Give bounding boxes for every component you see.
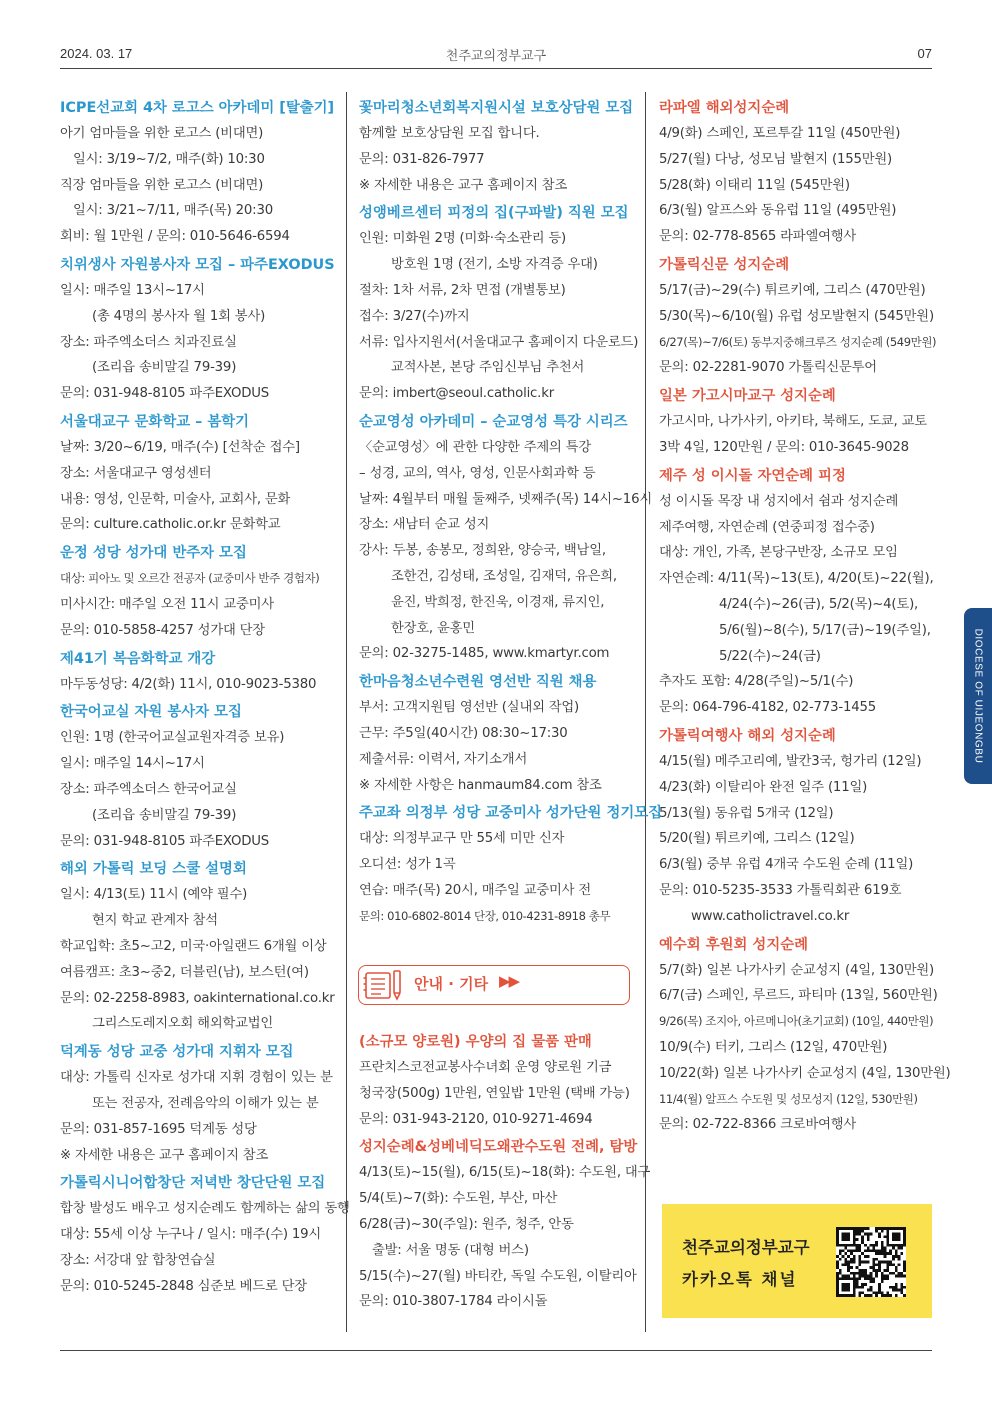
text-line: 문의: 031-943-2120, 010-9271-4694 [359, 1111, 593, 1127]
text-line: 4/24(수)~26(금), 5/2(목)~4(토), [719, 596, 919, 612]
section-heading: 한마음청소년수련원 영선반 직원 채용 [359, 674, 597, 691]
text-line: 절차: 1차 서류, 2차 면접 (개별통보) [359, 282, 566, 298]
text-line: 9/26(목) 조지아, 아르메니아(초기교회) (10일, 440만원) [659, 1014, 934, 1029]
section-heading: 서울대교구 문화학교 – 봄학기 [60, 413, 250, 430]
text-line: 문의: 031-826-7977 [359, 151, 485, 167]
text-line: 문의: 031-948-8105 파주EXODUS [60, 386, 270, 402]
text-line: 5/22(수)~24(금) [719, 648, 821, 664]
text-line: 5/13(월) 동유럽 5개국 (12일) [659, 805, 834, 821]
section-heading: (소규모 양로원) 우양의 집 물품 판매 [359, 1034, 592, 1050]
text-line: 문의: 010-5858-4257 성가대 단장 [60, 622, 265, 638]
text-line: ※ 자세한 사항은 hanmaum84.com 참조 [359, 777, 602, 793]
section-heading: 성지순례&성베네딕도왜관수도원 전례, 탐방 [359, 1139, 638, 1156]
text-line: www.catholictravel.co.kr [691, 908, 850, 924]
text-line: 인원: 미화원 2명 (미화·숙소관리 등) [359, 231, 567, 247]
text-line: 접수: 3/27(수)까지 [359, 308, 470, 324]
text-line: 장소: 서강대 앞 합창연습실 [60, 1252, 216, 1268]
text-line: 4/15(월) 메주고리예, 발칸3국, 헝가리 (12일) [659, 753, 922, 769]
text-line: 추자도 포함: 4/28(주일)~5/1(수) [659, 674, 854, 690]
text-line: 문의: 064-796-4182, 02-773-1455 [659, 700, 876, 716]
section-heading: 예수회 후원회 성지순례 [659, 936, 809, 953]
text-line: 6/3(월) 중부 유럽 4개국 수도원 순례 (11일) [659, 857, 914, 873]
text-line: 5/17(금)~29(수) 튀르키예, 그리스 (470만원) [659, 282, 926, 298]
text-line: 5/7(화) 일본 나가사키 순교성지 (4일, 130만원) [659, 962, 934, 978]
text-line: 마두동성당: 4/2(화) 11시, 010-9023-5380 [60, 676, 317, 692]
section-heading: ICPE선교회 4차 로고스 아카데미 [탈출기] [60, 100, 335, 116]
kakao-line-1: 천주교의정부교구 [682, 1238, 810, 1257]
text-line: 대상: 의정부교구 만 55세 미만 신자 [359, 831, 565, 847]
page-number: 07 [917, 46, 932, 61]
text-line: 5/27(월) 다낭, 성모님 발현지 (155만원) [659, 151, 893, 167]
column-divider-2 [645, 92, 646, 1332]
text-line: 자연순례: 4/11(목)~13(토), 4/20(토)~22(월), [659, 571, 934, 587]
text-line: 문의: 010-3807-1784 라이시돌 [359, 1294, 548, 1310]
text-line: – 성경, 교의, 역사, 영성, 인문사회과학 등 [359, 465, 596, 481]
kakao-channel-box [662, 1204, 932, 1318]
text-line: 윤진, 박희정, 한진욱, 이경재, 류지인, [391, 594, 605, 610]
text-line: 10/9(수) 터키, 그리스 (12일, 470만원) [659, 1039, 888, 1055]
diocese-side-tab [964, 608, 992, 784]
text-line: 5/20(월) 튀르키예, 그리스 (12일) [659, 831, 855, 847]
section-heading: 주교좌 의정부 성당 교중미사 성가단원 정기모집 [359, 805, 663, 822]
text-line: 5/6(월)~8(수), 5/17(금)~19(주일), [719, 622, 931, 638]
text-line: 날짜: 3/20~6/19, 매주(수) [선착순 접수] [60, 439, 300, 455]
text-line: 출발: 서울 명동 (대형 버스) [372, 1242, 529, 1258]
text-line: 제주여행, 자연순례 (연중피정 접수중) [659, 519, 875, 535]
text-line: 한장호, 윤홍민 [391, 620, 475, 636]
text-line: 근무: 주5일(40시간) 08:30~17:30 [359, 725, 568, 741]
section-heading: 치위생사 자원봉사자 모집 – 파주EXODUS [60, 256, 335, 273]
text-line: 3박 4일, 120만원 / 문의: 010-3645-9028 [659, 439, 909, 455]
section-heading: 가톨릭여행사 해외 성지순례 [659, 727, 836, 744]
text-line: 문의: culture.catholic.or.kr 문화학교 [60, 517, 281, 533]
text-line: 5/4(토)~7(화): 수도원, 부산, 마산 [359, 1191, 558, 1207]
text-line: 함께할 보호상담원 모집 합니다. [359, 126, 540, 141]
text-line: 장소: 파주엑소더스 치과진료실 [60, 334, 237, 350]
text-line: 날짜: 4월부터 매월 둘째주, 넷째주(목) 14시~16시 [359, 491, 652, 507]
side-tab-label: DIOCESE OF UIJEONGBU [972, 628, 984, 764]
notice-section-banner [358, 965, 630, 1005]
notebook-pencil-icon [363, 968, 405, 1002]
header-rule [60, 68, 932, 69]
text-line: 대상: 55세 이상 누구나 / 일시: 매주(수) 19시 [60, 1227, 322, 1243]
qr-code-icon[interactable] [836, 1227, 906, 1297]
text-line: 문의: 02-2258-8983, oakinternational.co.kr [60, 990, 335, 1006]
column-1 [60, 95, 350, 1299]
column-2 [359, 95, 663, 930]
text-line: 청국장(500g) 1만원, 연잎밥 1만원 (택배 가능) [359, 1085, 630, 1101]
text-line: 4/23(화) 이탈리아 완전 일주 (11일) [659, 779, 868, 795]
text-line: 미사시간: 매주일 오전 11시 교중미사 [60, 596, 274, 612]
text-line: 문의: 02-2281-9070 가톨릭신문투어 [659, 360, 877, 376]
text-line: 장소: 새남터 순교 성지 [359, 517, 490, 533]
text-line: 서류: 입사지원서(서울대교구 홈페이지 다운로드) [359, 334, 639, 350]
text-line: 직장 엄마들을 위한 로고스 (비대면) [60, 177, 264, 193]
text-line: 〈순교영성〉에 관한 다양한 주제의 특강 [359, 439, 591, 455]
section-heading: 성앵베르센터 피정의 집(구파발) 직원 모집 [359, 205, 629, 222]
text-line: 아기 엄마들을 위한 로고스 (비대면) [60, 126, 264, 141]
text-line: 6/27(목)~7/6(토) 동부지중해크루즈 성지순례 (549만원) [659, 334, 937, 349]
column-3 [659, 95, 951, 1138]
text-line: (조리읍 송비말길 79-39) [92, 360, 237, 376]
text-line: 현지 학교 관계자 참석 [92, 913, 218, 929]
text-line: 10/22(화) 일본 나가사키 순교성지 (4일, 130만원) [659, 1065, 951, 1081]
text-line: 문의: 02-778-8565 라파엘여행사 [659, 229, 857, 245]
section-heading: 가톨릭시니어합창단 저녁반 창단단원 모집 [60, 1175, 326, 1192]
text-line: 그리스도레지오회 해외학교법인 [92, 1016, 274, 1032]
notice-label: 안내 · 기타 [414, 975, 489, 993]
text-line: 대상: 가톨릭 신자로 성가대 지휘 경험이 있는 분 [60, 1070, 333, 1086]
text-line: 일시: 4/13(토) 11시 (예약 필수) [60, 887, 248, 903]
section-heading: 순교영성 아카데미 – 순교영성 특강 시리즈 [359, 413, 628, 430]
text-line: 5/28(화) 이태리 11일 (545만원) [659, 177, 850, 193]
footer-rule [60, 1350, 932, 1351]
text-line: 인원: 1명 (한국어교실교원자격증 보유) [60, 730, 285, 746]
section-heading: 제41기 복음화학교 개강 [60, 650, 216, 667]
text-line: 합창 발성도 배우고 성지순례도 함께하는 삶의 동행 [60, 1201, 350, 1217]
text-line: 일시: 3/19~7/2, 매주(화) 10:30 [73, 151, 265, 167]
text-line: 또는 전공자, 전례음악의 이해가 있는 분 [92, 1095, 319, 1111]
text-line: 문의: 010-6802-8014 단장, 010-4231-8918 총무 [359, 908, 611, 923]
section-heading: 라파엘 해외성지순례 [659, 100, 790, 116]
text-line: 대상: 개인, 가족, 본당구반장, 소규모 모임 [659, 545, 898, 561]
publication-title: 천주교의정부교구 [445, 49, 547, 64]
text-line: 강사: 두봉, 송봉모, 정희완, 양승국, 백남일, [359, 543, 606, 559]
text-line: 내용: 영성, 인문학, 미술사, 교회사, 문화 [60, 491, 291, 507]
section-heading: 한국어교실 자원 봉사자 모집 [60, 704, 242, 721]
text-line: 일시: 매주일 13시~17시 [60, 282, 205, 298]
text-line: 5/15(수)~27(월) 바티칸, 독일 수도원, 이탈리아 [359, 1268, 637, 1284]
text-line: 여름캠프: 초3~중2, 더블린(남), 보스턴(여) [60, 964, 309, 980]
text-line: 6/3(월) 알프스와 동유럽 11일 (495만원) [659, 203, 897, 219]
text-line: 장소: 파주엑소더스 한국어교실 [60, 781, 237, 797]
text-line: 부서: 고객지원팀 영선반 (실내외 작업) [359, 700, 580, 716]
text-line: 장소: 서울대교구 영성센터 [60, 465, 212, 481]
text-line: 문의: 02-3275-1485, www.kmartyr.com [359, 646, 610, 662]
section-heading: 해외 가톨릭 보딩 스쿨 설명회 [60, 861, 247, 878]
column-divider-1 [346, 92, 347, 1332]
column-2-notices [359, 1029, 651, 1315]
page-header [60, 44, 932, 68]
text-line: 제출서류: 이력서, 자기소개서 [359, 751, 528, 767]
text-line: (조리읍 송비말길 79-39) [92, 807, 237, 823]
text-line: (총 4명의 봉사자 월 1회 봉사) [92, 308, 266, 324]
section-heading: 덕계동 성당 교중 성가대 지휘자 모집 [60, 1044, 294, 1061]
text-line: 5/30(목)~6/10(월) 유럽 성모발현지 (545만원) [659, 308, 934, 324]
text-line: ※ 자세한 내용은 교구 홈페이지 참조 [359, 177, 568, 193]
text-line: 회비: 월 1만원 / 문의: 010-5646-6594 [60, 229, 290, 245]
text-line: ※ 자세한 내용은 교구 홈페이지 참조 [60, 1147, 269, 1163]
text-line: 문의: imbert@seoul.catholic.kr [359, 386, 554, 402]
text-line: 4/13(토)~15(월), 6/15(토)~18(화): 수도원, 대구 [359, 1165, 651, 1181]
section-heading: 일본 가고시마교구 성지순례 [659, 388, 836, 405]
text-line: 일시: 매주일 14시~17시 [60, 756, 205, 772]
text-line: 6/7(금) 스페인, 루르드, 파티마 (13일, 560만원) [659, 988, 938, 1004]
text-line: 문의: 010-5235-3533 가톨릭회관 619호 [659, 882, 902, 898]
issue-date: 2024. 03. 17 [60, 46, 133, 61]
text-line: 6/28(금)~30(주일): 원주, 청주, 안동 [359, 1216, 574, 1232]
section-heading: 꽃마리청소년회복지원시설 보호상담원 모집 [359, 100, 634, 116]
text-line: 학교입학: 초5~고2, 미국·아일랜드 6개월 이상 [60, 938, 327, 954]
section-heading: 제주 성 이시돌 자연순례 피정 [659, 467, 846, 484]
text-line: 11/4(월) 알프스 수도원 및 성모성지 (12일, 530만원) [659, 1091, 918, 1106]
text-line: 오디션: 성가 1곡 [359, 857, 456, 873]
text-line: 대상: 피아노 및 오르간 전공자 (교중미사 반주 경험자) [60, 571, 320, 586]
text-line: 조한건, 김성태, 조성일, 김재덕, 유은희, [391, 568, 617, 584]
text-line: 문의: 02-722-8366 크로바여행사 [659, 1117, 857, 1133]
arrow-right-icon: ▶▶ [499, 972, 519, 990]
text-line: 연습: 매주(목) 20시, 매주일 교중미사 전 [359, 882, 591, 898]
section-heading: 운정 성당 성가대 반주자 모집 [60, 545, 247, 562]
text-line: 문의: 010-5245-2848 심준보 베드로 단장 [60, 1278, 307, 1294]
text-line: 성 이시돌 목장 내 성지에서 쉼과 성지순례 [659, 493, 899, 509]
section-heading: 가톨릭신문 성지순례 [659, 256, 790, 273]
text-line: 가고시마, 나가사키, 아키타, 북해도, 도쿄, 교토 [659, 414, 927, 430]
kakao-line-2: 카카오톡 채널 [682, 1270, 798, 1289]
text-line: 일시: 3/21~7/11, 매주(목) 20:30 [73, 203, 273, 219]
text-line: 방호원 1명 (전기, 소방 자격증 우대) [391, 257, 598, 273]
text-line: 4/9(화) 스페인, 포르투갈 11일 (450만원) [659, 126, 901, 141]
text-line: 교적사본, 본당 주임신부님 추천서 [391, 360, 585, 376]
text-line: 프란치스코전교봉사수녀회 운영 양로원 기금 [359, 1060, 612, 1075]
text-line: 문의: 031-948-8105 파주EXODUS [60, 833, 270, 849]
text-line: 문의: 031-857-1695 덕계동 성당 [60, 1121, 257, 1137]
